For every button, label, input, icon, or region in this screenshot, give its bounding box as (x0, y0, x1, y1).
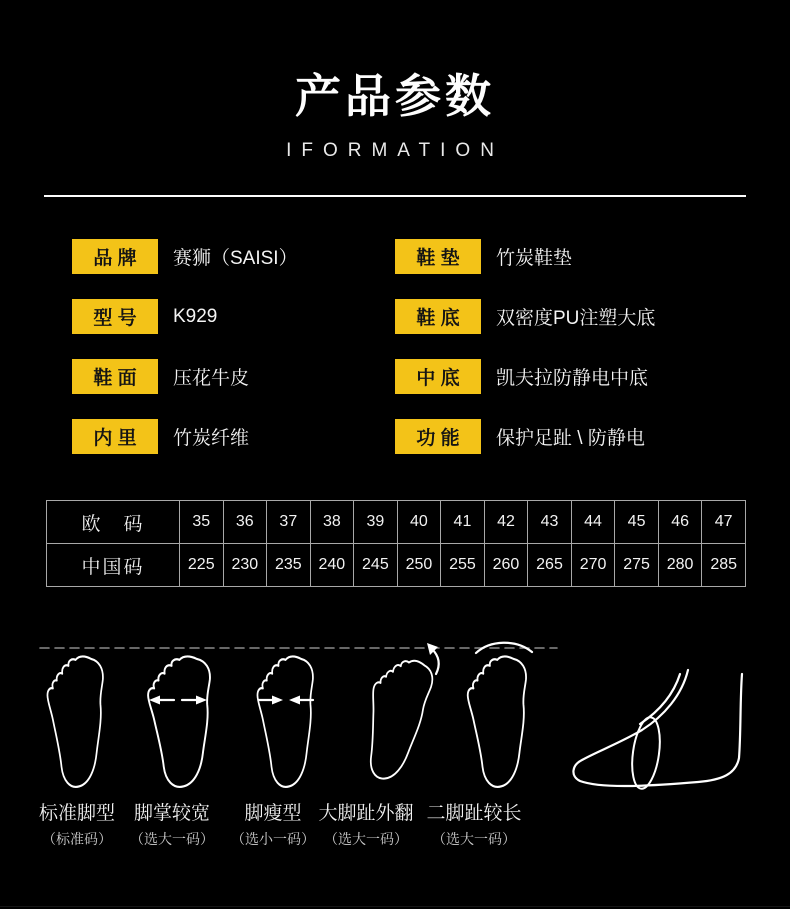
size-cell: 36 (223, 501, 267, 544)
param-label-brand: 品 牌 (72, 239, 158, 274)
foot-type-note: （选小一码） (231, 831, 315, 847)
page-title: 产品参数 (295, 70, 495, 122)
page-subtitle: IFORMATION (286, 140, 504, 161)
foot-type-name: 脚瘦型 (244, 803, 302, 824)
foot-types-figure (0, 630, 790, 800)
size-cell: 280 (658, 544, 702, 587)
param-label-function: 功 能 (395, 419, 481, 454)
size-cell: 285 (702, 544, 746, 587)
size-cell: 230 (223, 544, 267, 587)
param-value-midsole: 凯夫拉防静电中底 (496, 368, 649, 389)
param-value-insole: 竹炭鞋垫 (496, 248, 573, 269)
param-value-lining: 竹炭纤维 (173, 428, 250, 449)
param-row-outsole (395, 299, 755, 334)
size-cell: 225 (180, 544, 224, 587)
size-cell: 265 (528, 544, 572, 587)
size-row-header-eu: 欧 码 (47, 501, 180, 544)
param-column-right (395, 239, 755, 479)
foot-type-name: 大脚趾外翻 (318, 803, 414, 824)
foot-type-label-wide (130, 798, 214, 849)
param-label-midsole: 中 底 (395, 359, 481, 394)
size-cell: 44 (571, 501, 615, 544)
foot-type-note: （选大一码） (130, 831, 214, 847)
header-divider (44, 195, 746, 197)
long-second-toe-footprint-icon (468, 643, 532, 787)
size-cell: 270 (571, 544, 615, 587)
foot-type-label-hallux-valgus (318, 798, 413, 849)
size-cell: 37 (267, 501, 311, 544)
param-row-model (72, 299, 392, 334)
size-table-row-cn (47, 544, 746, 587)
size-cell: 38 (310, 501, 354, 544)
page-header (0, 0, 790, 162)
size-cell: 235 (267, 544, 311, 587)
param-label-model: 型 号 (72, 299, 158, 334)
size-cell: 255 (441, 544, 485, 587)
size-cell: 40 (397, 501, 441, 544)
narrow-footprint-icon (257, 656, 313, 786)
size-cell: 47 (702, 501, 746, 544)
size-cell: 240 (310, 544, 354, 587)
foot-type-name: 二脚趾较长 (426, 803, 522, 824)
size-cell: 42 (484, 501, 528, 544)
param-row-brand (72, 239, 392, 274)
param-value-model: K929 (173, 305, 218, 327)
param-row-insole (395, 239, 755, 274)
size-cell: 245 (354, 544, 398, 587)
hallux-valgus-footprint-icon (353, 643, 439, 785)
foot-type-label-standard (39, 798, 115, 849)
param-label-lining: 内 里 (72, 419, 158, 454)
param-row-function (395, 419, 755, 454)
foot-type-label-long-second-toe (426, 798, 521, 849)
param-row-upper (72, 359, 392, 394)
param-label-insole: 鞋 垫 (395, 239, 481, 274)
foot-type-note: （选大一码） (431, 831, 516, 847)
foot-type-name: 脚掌较宽 (133, 803, 210, 824)
param-label-outsole: 鞋 底 (395, 299, 481, 334)
param-row-midsole (395, 359, 755, 394)
size-cell: 39 (354, 501, 398, 544)
size-table-row-eu (47, 501, 746, 544)
size-cell: 41 (441, 501, 485, 544)
size-cell: 260 (484, 544, 528, 587)
size-cell: 250 (397, 544, 441, 587)
side-foot-girth-icon (573, 670, 742, 790)
size-cell: 35 (180, 501, 224, 544)
bottom-divider (0, 906, 790, 907)
size-cell: 46 (658, 501, 702, 544)
param-column-left (72, 239, 392, 479)
size-cell: 275 (615, 544, 659, 587)
foot-type-note: （选大一码） (323, 831, 408, 847)
foot-type-name: 标准脚型 (38, 803, 116, 824)
param-value-outsole: 双密度PU注塑大底 (496, 308, 656, 329)
foot-type-note: （标准码） (41, 831, 112, 847)
standard-footprint-icon (47, 656, 102, 786)
param-value-function: 保护足趾 \ 防静电 (496, 428, 645, 449)
size-row-header-cn: 中国码 (47, 544, 180, 587)
size-cell: 43 (528, 501, 572, 544)
param-row-lining (72, 419, 392, 454)
size-table (46, 500, 746, 587)
wide-footprint-icon (148, 656, 210, 786)
param-value-brand: 赛狮（SAISI） (173, 248, 298, 269)
param-label-upper: 鞋 面 (72, 359, 158, 394)
param-value-upper: 压花牛皮 (173, 368, 250, 389)
foot-type-label-narrow (231, 798, 315, 849)
size-cell: 45 (615, 501, 659, 544)
